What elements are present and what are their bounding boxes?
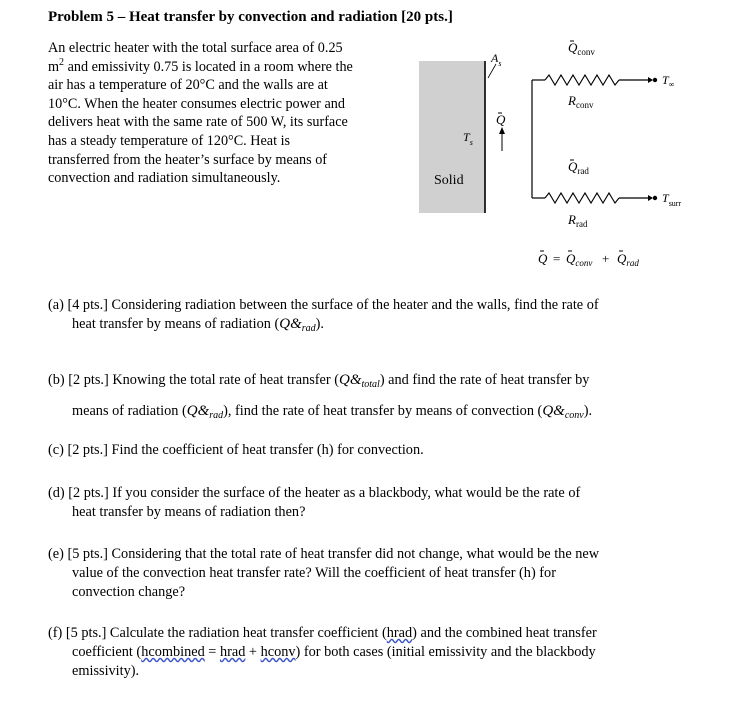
question-line: (e) [5 pts.] Considering that the total rate of heat transfer did not change, what would be the new: [48, 546, 600, 562]
solid-label: Solid: [434, 173, 464, 188]
h-combined-term: hcombined: [141, 644, 205, 660]
intro-line: convection and radiation simultaneously.: [48, 170, 281, 187]
question-line: coefficient (hcombined = hrad + hconv) for both cases (initial emissivity and the blackbody: [72, 644, 596, 660]
intro-line: air has a temperature of 20°C and the walls are at: [48, 77, 328, 94]
q-dot-total-symbol: Q&: [339, 372, 362, 388]
convection-heat-label: $Q_{conv}$: [568, 40, 595, 57]
question-line: (f) [5 pts.] Calculate the radiation heat transfer coefficient (hrad) and the combined heat transfer: [48, 625, 597, 641]
question-line: heat transfer by means of radiation $(Q\&_{rad})$.: [72, 316, 324, 334]
svg-text:Qrad: $Q_{rad}$: [617, 251, 639, 268]
question-f: [48, 624, 708, 681]
intro-line: delivers heat with the same rate of 500 W, its surface: [48, 114, 348, 131]
area-pointer: [488, 64, 496, 78]
svg-text:=: =: [553, 251, 561, 266]
radiation-arrowhead: [648, 195, 653, 201]
thermal-circuit-diagram: [410, 36, 720, 276]
question-line: convection change?: [72, 584, 186, 600]
question-c: [48, 441, 708, 460]
radiation-resistor: [545, 193, 619, 203]
surroundings-node: [653, 196, 657, 200]
intro-line: has a steady temperature of 120°C. Heat is: [48, 132, 291, 149]
question-line: (a) [4 pts.] Considering radiation between the surface of the heater and the walls, find the rate of: [48, 297, 599, 313]
q-dot-rad-symbol: Q&: [186, 403, 210, 419]
solid-block: [419, 61, 485, 213]
convection-resistance-label: $R_{conv}$: [568, 93, 594, 110]
total-heat-label: Q: [496, 112, 506, 127]
convection-arrowhead: [648, 77, 653, 83]
question-line: (b) [2 pts.] Knowing the total rate of heat transfer $(Q\&_{total})$ and find the rate of heat transfer by: [48, 372, 590, 390]
h-conv-term: hconv: [260, 644, 296, 660]
energy-balance-equation: [538, 251, 639, 268]
problem-statement: [48, 39, 398, 188]
question-e: [48, 545, 708, 602]
question-line: value of the convection heat transfer rate? Will the coefficient of heat transfer (h) for: [72, 565, 556, 581]
intro-line: An electric heater with the total surface area of 0.25: [48, 40, 343, 56]
radiation-heat-label: $Q_{rad}$: [568, 159, 589, 176]
area-label: $A_s$: [491, 51, 502, 68]
h-rad-term: hrad: [386, 625, 413, 641]
question-d: [48, 484, 708, 522]
radiation-resistance-label: $R_{rad}$: [568, 212, 588, 229]
q-dot-rad-symbol: Q&: [279, 316, 302, 332]
intro-line: 10°C. When the heater consumes electric power and: [48, 95, 345, 112]
convection-resistor: [545, 75, 619, 85]
question-line: emissivity).: [72, 663, 140, 679]
surface-temperature-label: $T_s$: [463, 130, 473, 147]
ambient-temperature-label: $T_\infty$: [662, 73, 675, 89]
svg-text:+: +: [602, 251, 610, 266]
surroundings-temperature-label: $T_{surr}$: [662, 191, 682, 208]
total-heat-arrowhead: [499, 127, 505, 134]
question-a: [48, 296, 708, 338]
question-line: heat transfer by means of radiation then?: [72, 504, 306, 520]
q-dot-conv-symbol: Q&: [542, 403, 565, 419]
question-line: (d) [2 pts.] If you consider the surface of the heater as a blackbody, what would be the rate of: [48, 485, 581, 501]
question-line: means of radiation $(Q\&_{rad})$, find the rate of heat transfer by means of convection $(Q\&_{conv})$.: [72, 403, 593, 421]
h-rad-term: hrad: [219, 644, 246, 660]
intro-line: transferred from the heater’s surface by means of: [48, 151, 328, 168]
question-b: [48, 367, 708, 429]
intro-line: $m^2$ and emissivity 0.75 is located in a room where the: [48, 56, 353, 75]
ambient-node: [653, 78, 657, 82]
problem-title: Problem 5 – Heat transfer by convection and radiation [20 pts.]: [48, 9, 453, 25]
svg-text:Qconv: $Q_{conv}$: [566, 251, 593, 268]
svg-text:Q: Q: [538, 251, 548, 266]
question-line: (c) [2 pts.] Find the coefficient of heat transfer (h) for convection.: [48, 442, 424, 458]
